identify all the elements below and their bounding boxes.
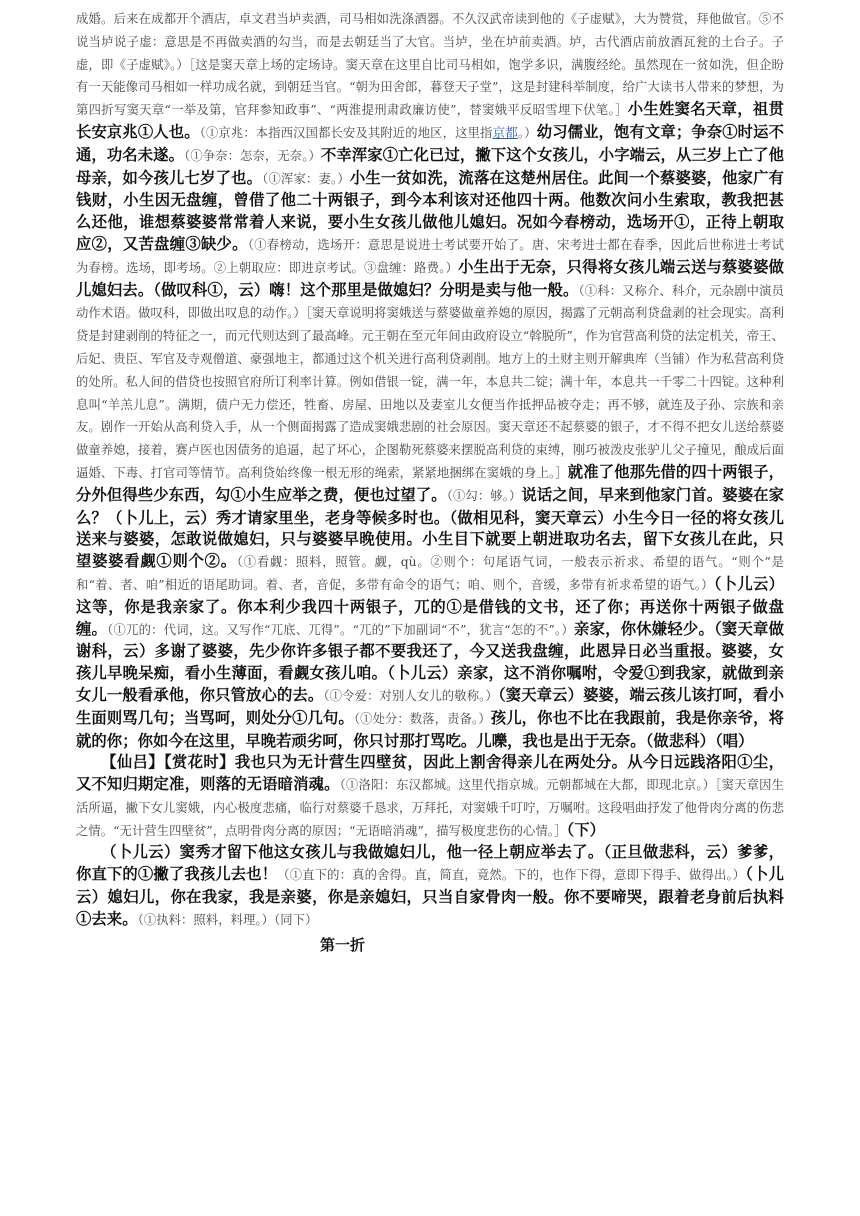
annotation-text: 。） [517,125,537,140]
script-text: 小生姓窦名天章，祖贯长安京兆①人也。 [76,100,784,141]
paragraph [76,842,784,931]
annotation-text: （①兀的：代词，这。又写作“兀底、兀得”。“兀的”下加副词“不”，犹言“怎的不”。） [107,622,575,637]
hyperlink[interactable]: 京都 [492,124,518,140]
script-text: （下） [566,820,606,839]
annotation-text: （①京兆：本指西汉国都长安及其附近的地区，这里指 [199,125,493,140]
script-text: 小生一贫如洗，流落在这楚州居住。此间一个蔡婆婆，他家广有钱财，小生因无盘缠，曾借了他二十两银子，到今本利该对还他四十两。他数次问小生索取，教我把甚么还他，谁想蔡婆婆常常着人来说，要小生女孩儿做他儿媳妇。况如今春榜动，选场开①，正待上朝取应②，又苦盘缠③缺少。 [76,168,784,253]
script-text: （卜儿云）这等，你是我亲家了。你本利少我四十两银子，兀的①是借钱的文书，还了你；再送你十两银子做盘缠。 [76,574,785,638]
annotation-text: （①洛阳：东汉都城。这里代指京城。元朝都城在大都，即现北京。）［窦天章因生活所逼，撇下女儿窦娥，内心极度悲痛，临行对蔡婆千恳求，万拜托，对窦娥千叮咛，万嘱咐。这段唱曲抒发了他骨肉分离的伤悲之情。“无计营生四壁贫”，点明骨肉分离的原因；“无语暗消魂”，描写极度悲伤的心情。］ [76,778,784,838]
paragraph [76,8,784,752]
script-text: 小生出于无奈，只得将女孩儿端云送与蔡婆婆做儿媳妇去。（做叹科①，云）嗨！这个那里是做媳妇？分明是卖与他一般。 [76,257,784,299]
script-text: （卜儿云）媳妇儿，你在我家，我是亲婆，你是亲媳妇，只当自家骨肉一般。你不要啼哭，跟着老身前后执料①去来。 [76,865,785,928]
annotation-text: （①争奈：怎奈，无奈。） [184,148,321,163]
annotation-text: 成婚。后来在成都开个酒店，卓文君当垆卖酒，司马相如洗涤酒器。不久汉武帝读到他的《子虚赋》，大为赞赏，拜他做官。⑤不说当垆说子虚：意思是不再做卖酒的勾当，而是去朝廷当了大官。当垆，坐在垆前卖酒。垆，古代酒店前放酒瓦瓮的土台子。子虚，即《子虚赋》。）［这是窦天章上场的定场诗。窦天章在这里自比司马相如，饱学多识，满腹经纶。虽然现在一贫如洗，但企盼有一天能像司马相如一样功成名就，到朝廷当官。“朝为田舍郎，暮登天子堂”，这是封建科举制度，给广大读书人带来的梦想，为第四折写窦天章“一举及第，官拜参知政事”、“两淮提刑肃政廉访使”，替窦娥平反昭雪埋下伏笔。］ [76,12,784,118]
annotation-text: （①令爱：对别人女儿的敬称。） [323,688,498,703]
script-text: 亲家，你休嫌轻少。（窦天章做谢科，云）多谢了婆婆，先少你许多银子都不要我还了，今又送我盘缠，此恩异日必当重报。婆婆，女孩儿早晚呆痴，看小生薄面，看觑女孩儿咱。（卜儿云）亲家，这不消你嘱咐，令爱①到我家，就做到亲女儿一般看承他，你只管放心的去。 [76,619,784,704]
annotation-text: （①直下的：真的舍得。直，简直，竟然。下的，也作下得，意即下得手、做得出。） [277,868,746,883]
annotation-text: （①科：又称介、科介，元杂剧中演员动作术语。做叹科，即做出叹息的动作。）［窦天章说明将窦娥送与蔡婆做童养媳的原因，揭露了元朝高利贷盘剥的社会现实。高利贷是封建剥削的特征之一，而元代则达到了最高峰。元王朝在至元年间由政府设立“斡脱所”，作为官营高利贷的法定机关，帝王、后妃、贵臣、军官及寺观僧道、豪强地主，都通过这个机关进行高利贷剥削。地方上的土财主则开解典库（当铺）作为私营高利贷的处所。私人间的借贷也按照官府所订利率计算。例如借银一锭，满一年，本息共二锭；满十年，本息共一千零二十四锭。这种利息叫“羊羔儿息”。满期，债户无力偿还，牲畜、房屋、田地以及妻室儿女便当作抵押品被夺走；再不够，就连及子孙、宗族和亲友。剧作一开始从高利贷入手，从一个侧面揭露了造成窦娥悲剧的社会原因。窦天章还不起蔡婆的银子，才不得不把女儿送给蔡婆做童养媳，接着，赛卢医也因债务的追逼，起了坏心，企图勒死蔡婆来摆脱高利贷的束缚，刚巧被泼皮张驴儿父子撞见，酿成后面逼婚、下毒、打官司等情节。高利贷始终像一根无形的绳索，紧紧地捆绑在窦娥的身上。］ [76,283,784,480]
script-text: 孩儿，你也不比在我跟前，我是你亲爷，将就的你；你如今在这里，早晚若顽劣呵，你只讨那打骂吃。儿嚛，我也是出于无奈。（做悲科）（唱） [76,708,784,750]
script-text: 【仙吕】【赏花时】我也只为无计营生四壁贫，因此上割舍得亲儿在两处分。从今日远践洛阳①尘，又不知归期定准，则落的无语暗消魂。 [76,753,784,794]
script-text: 幼习儒业，饱有文章；争奈①时运不通，功名未遂。 [76,122,784,164]
script-text: 说话之间，早来到他家门首。婆婆在家么？（卜儿上，云）秀才请家里坐，老身等候多时也。（做相见科，窦天章云）小生今日一径的将女孩儿送来与婆婆，怎敢说做媳妇，只与婆婆早晚使用。小生目下就要上朝进取功名去，留下女孩儿在此，只望婆婆看觑①则个②。 [76,485,784,571]
script-text: 就准了他那先借的四十两银子，分外但得些少东西，勾①小生应举之费，便也过望了。 [76,462,785,504]
annotation-text: （①浑家：妻。） [262,171,350,186]
annotation-text: （①看觑：照料，照管。觑，qù。②则个：句尾语气词，一般表示祈求、希望的语气。“则个”是和“着、者、咱”相近的语尾助词。着、者，音促，多带有命令的语气；咱、则个，音缓，多带有祈求希望的语气。） [76,555,784,592]
document-body [76,8,784,932]
annotation-text: （①春榜动，选场开：意思是说进士考试要开始了。唐、宋考进士都在春季，因此后世称进士考试为春榜。选场，即考场。②上朝取应：即进京考试。③盘缠：路费。） [76,237,784,275]
annotation-text: （①执料：照料，料理。）（同下） [137,912,318,927]
annotation-text: （①处分：数落，责备。） [353,711,491,726]
annotation-text: （①勾：够。） [446,488,522,503]
script-text: （卜儿云）窦秀才留下他这女孩儿与我做媳妇儿，他一径上朝应举去了。（正旦做悲科，云）爹爹，你直下的①撇了我孩儿去也！ [76,843,784,884]
paragraph [76,752,784,842]
script-text: （窦天章云）婆婆，端云孩儿该打呵，看小生面则骂几句；当骂呵，则处分①几句。 [76,685,784,727]
script-text: 不幸浑家①亡化已过，撇下这个女孩儿，小字端云，从三岁上亡了他母亲，如今孩儿七岁了也。 [76,145,784,187]
section-heading: 第一折 [320,935,366,954]
